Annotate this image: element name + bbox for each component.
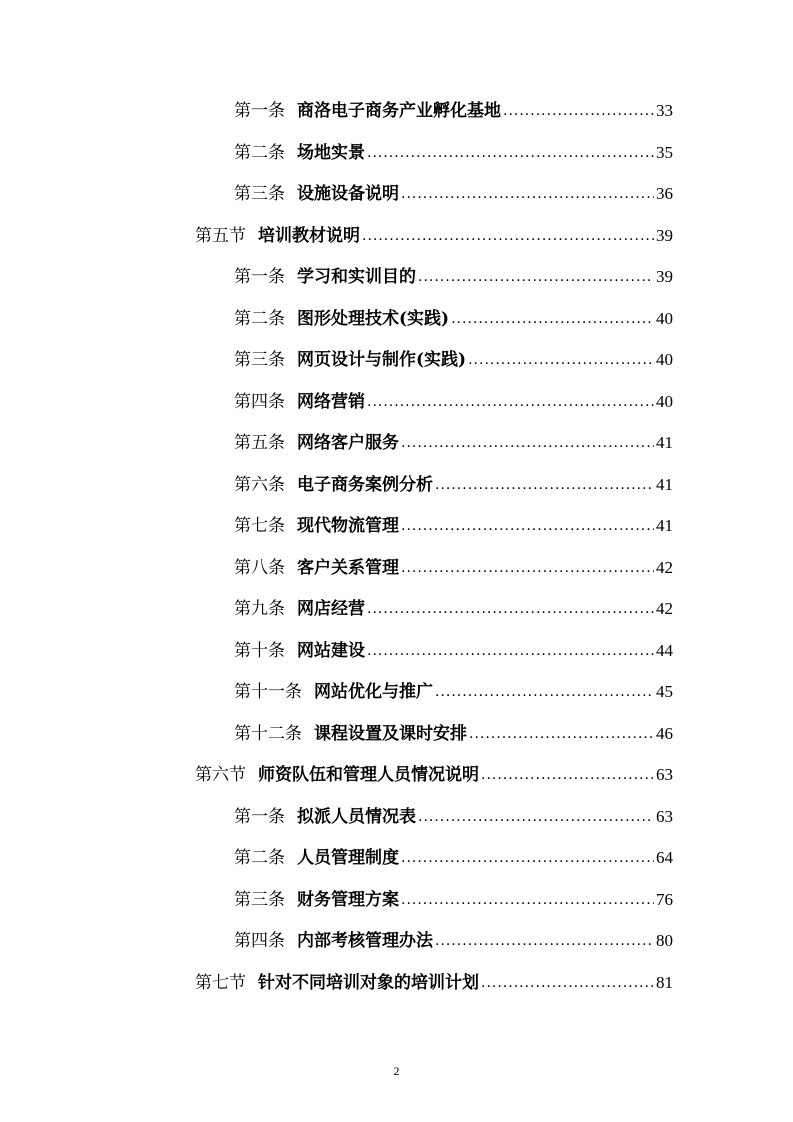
toc-entry-page: 63 <box>656 806 673 826</box>
toc-entry-number: 第二条 <box>234 308 285 329</box>
toc-entry-number: 第三条 <box>234 889 285 910</box>
toc-entry-line <box>234 381 673 425</box>
toc-entry[interactable] <box>0 256 793 298</box>
toc-entry-line <box>234 422 673 466</box>
toc-entry-page: 45 <box>656 682 673 701</box>
toc-entry-number: 第五节 <box>195 225 246 246</box>
toc-dot-leader <box>451 299 654 341</box>
toc-entry-page: 76 <box>656 889 673 909</box>
toc-entry[interactable] <box>0 754 793 796</box>
toc-entry-line <box>234 796 673 840</box>
toc-entry-line <box>234 90 673 134</box>
toc-entry-page: 46 <box>656 723 673 743</box>
toc-entry-page: 39 <box>656 267 673 286</box>
toc-entry-number: 第十条 <box>234 640 285 661</box>
toc-entry-number: 第五条 <box>234 433 285 453</box>
page-number: 2 <box>393 1064 400 1078</box>
toc-entry-page: 63 <box>656 765 673 784</box>
toc-dot-leader <box>401 548 654 590</box>
toc-entry-line <box>234 588 673 632</box>
toc-entry-title: 财务管理方案 <box>297 889 399 910</box>
toc-dot-leader <box>435 672 654 714</box>
toc-entry[interactable] <box>0 879 793 921</box>
toc-entry-number: 第四条 <box>234 931 285 951</box>
toc-entry-number: 第六条 <box>234 474 285 495</box>
toc-entry[interactable] <box>0 713 793 755</box>
toc-entry-title: 学习和实训目的 <box>297 267 416 287</box>
toc-entry[interactable] <box>0 505 793 547</box>
toc-entry[interactable] <box>0 422 793 464</box>
toc-entry-page: 42 <box>656 557 673 577</box>
toc-entry[interactable] <box>0 464 793 506</box>
toc-entry-number: 第九条 <box>234 599 285 619</box>
toc-entry-line <box>234 132 673 176</box>
toc-entry-page: 44 <box>656 640 673 660</box>
toc-entry-title: 拟派人员情况表 <box>297 806 416 827</box>
toc-entry-line <box>195 215 673 259</box>
toc-entry-title: 培训教材说明 <box>258 225 360 246</box>
toc-entry-line <box>234 547 673 591</box>
toc-entry-title: 电子商务案例分析 <box>297 474 433 495</box>
toc-entry-page: 36 <box>656 184 673 203</box>
toc-entry-title: 现代物流管理 <box>297 516 399 536</box>
toc-entry-number: 第一条 <box>234 806 285 827</box>
toc-entry-page: 80 <box>656 931 673 950</box>
toc-entry-page: 40 <box>656 308 673 328</box>
toc-entry-line <box>234 879 673 923</box>
toc-entry[interactable] <box>0 381 793 423</box>
toc-dot-leader <box>367 589 654 631</box>
toc-entry[interactable] <box>0 90 793 132</box>
toc-entry-page: 81 <box>656 972 673 992</box>
toc-entry-line <box>195 962 673 1006</box>
toc-entry-page: 39 <box>656 225 673 245</box>
toc-entry-title: 商洛电子商务产业孵化基地 <box>297 101 501 121</box>
toc-dot-leader <box>435 921 654 963</box>
toc-entry-page: 40 <box>656 350 673 369</box>
toc-entry-page: 64 <box>656 848 673 867</box>
toc-entry-title: 设施设备说明 <box>297 184 399 204</box>
toc-entry-title: 课程设置及课时安排 <box>314 723 467 744</box>
toc-entry-line <box>234 339 673 383</box>
toc-entry[interactable] <box>0 837 793 879</box>
toc-entry-title: 网店经营 <box>297 599 365 619</box>
toc-entry-page: 35 <box>656 142 673 162</box>
toc-dot-leader <box>401 423 654 465</box>
toc-dot-leader <box>401 506 654 548</box>
toc-entry-line <box>234 173 673 217</box>
toc-dot-leader <box>367 382 654 424</box>
toc-entry[interactable] <box>0 630 793 672</box>
toc-entry-line <box>234 464 673 508</box>
toc-dot-leader <box>468 340 654 382</box>
toc-entry-number: 第八条 <box>234 557 285 578</box>
toc-entry-number: 第七节 <box>195 972 246 993</box>
toc-entry[interactable] <box>0 298 793 340</box>
toc-dot-leader <box>481 963 654 1005</box>
toc-entry-number: 第七条 <box>234 516 285 536</box>
toc-entry[interactable] <box>0 339 793 381</box>
toc-entry[interactable] <box>0 796 793 838</box>
toc-dot-leader <box>401 174 654 216</box>
toc-entry-line <box>234 256 673 300</box>
toc-entry[interactable] <box>0 173 793 215</box>
toc-entry-title: 师资队伍和管理人员情况说明 <box>258 765 479 785</box>
toc-entry-number: 第一条 <box>234 101 285 121</box>
toc-dot-leader <box>435 465 654 507</box>
toc-dot-leader <box>418 257 654 299</box>
toc-dot-leader <box>401 880 654 922</box>
toc-dot-leader <box>367 631 654 673</box>
toc-entry[interactable] <box>0 588 793 630</box>
toc-entry-title: 场地实景 <box>297 142 365 163</box>
toc-entry-title: 图形处理技术(实践) <box>297 308 450 329</box>
toc-entry-line <box>234 920 673 964</box>
toc-entry-title: 人员管理制度 <box>297 848 399 868</box>
toc-entry-line <box>234 630 673 674</box>
toc-entry-page: 41 <box>656 474 673 494</box>
toc-entry-number: 第三条 <box>234 184 285 204</box>
toc-entry[interactable] <box>0 132 793 174</box>
toc-entry-line <box>234 837 673 881</box>
toc-entry-title: 网站建设 <box>297 640 365 661</box>
toc-entry-title: 针对不同培训对象的培训计划 <box>258 972 479 993</box>
toc-entry-title: 网站优化与推广 <box>314 682 433 702</box>
toc-entry[interactable] <box>0 215 793 257</box>
toc-entry-title: 网络营销 <box>297 391 365 412</box>
toc-entry-page: 41 <box>656 433 673 452</box>
toc-entry[interactable] <box>0 671 793 713</box>
toc-entry-page: 40 <box>656 391 673 411</box>
toc-entry-number: 第二条 <box>234 848 285 868</box>
toc-dot-leader <box>503 91 654 133</box>
toc-entry-title: 网页设计与制作(实践) <box>297 350 467 370</box>
toc-entry-line <box>234 671 673 715</box>
toc-entry-page: 33 <box>656 101 673 120</box>
toc-dot-leader <box>362 216 654 258</box>
toc-entry-title: 客户关系管理 <box>297 557 399 578</box>
table-of-contents <box>0 90 793 1003</box>
toc-entry-number: 第十二条 <box>234 723 302 744</box>
toc-dot-leader <box>401 838 654 880</box>
toc-entry-page: 41 <box>656 516 673 535</box>
toc-entry-number: 第六节 <box>195 765 246 785</box>
toc-dot-leader <box>367 133 654 175</box>
toc-entry-line <box>195 754 673 798</box>
toc-entry-title: 网络客户服务 <box>297 433 399 453</box>
toc-entry-line <box>234 713 673 757</box>
toc-entry[interactable] <box>0 920 793 962</box>
toc-dot-leader <box>418 797 654 839</box>
toc-entry-title: 内部考核管理办法 <box>297 931 433 951</box>
toc-entry-page: 42 <box>656 599 673 618</box>
toc-entry-number: 第二条 <box>234 142 285 163</box>
toc-entry[interactable] <box>0 962 793 1004</box>
toc-entry-number: 第四条 <box>234 391 285 412</box>
toc-entry-number: 第一条 <box>234 267 285 287</box>
toc-dot-leader <box>481 755 654 797</box>
toc-entry-line <box>234 298 673 342</box>
toc-dot-leader <box>469 714 654 756</box>
toc-entry-number: 第十一条 <box>234 682 302 702</box>
toc-entry[interactable] <box>0 547 793 589</box>
toc-entry-number: 第三条 <box>234 350 285 370</box>
toc-entry-line <box>234 505 673 549</box>
